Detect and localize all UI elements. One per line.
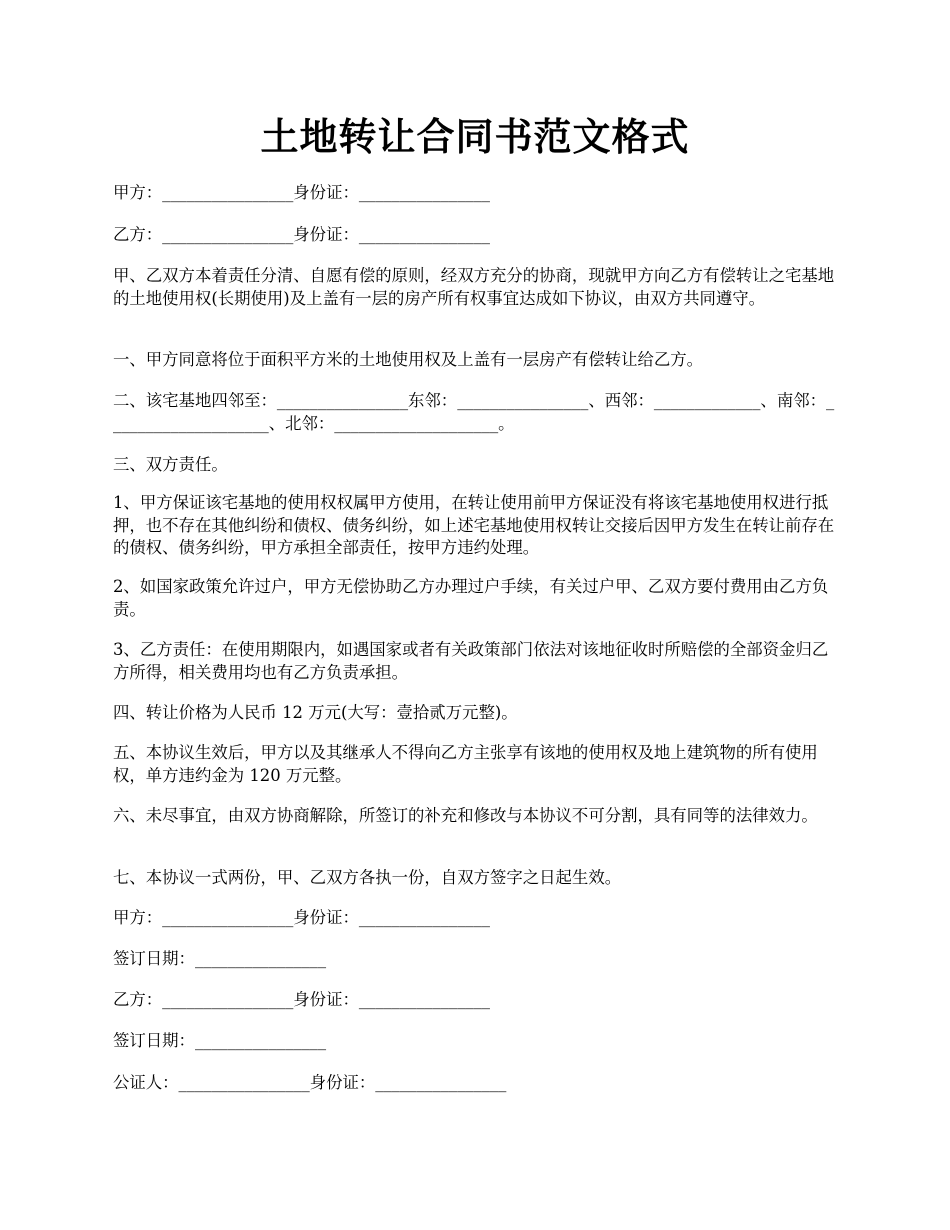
clause-3-heading: 三、双方责任。 xyxy=(113,455,228,474)
party-b-line: 乙方：________________身份证：________________ xyxy=(113,225,490,244)
clause-3-2: 2、如国家政策允许过户，甲方无偿协助乙方办理过户手续，有关过户甲、乙双方要付费用由乙方负责。 xyxy=(113,577,829,619)
signature-party-b: 乙方：________________身份证：________________ xyxy=(113,990,490,1009)
signature-party-a: 甲方：________________身份证：________________ xyxy=(113,908,490,927)
document-title: 土地转让合同书范文格式 xyxy=(260,114,690,159)
clause-7: 七、本协议一式两份，甲、乙双方各执一份，自双方签字之日起生效。 xyxy=(113,868,622,887)
party-a-line: 甲方：________________身份证：________________ xyxy=(113,183,490,202)
signature-date-b: 签订日期：________________ xyxy=(113,1031,327,1050)
clause-1: 一、甲方同意将位于面积平方米的土地使用权及上盖有一层房产有偿转让给乙方。 xyxy=(113,350,704,369)
clause-2-neighbors: 二、该宅基地四邻至：________________东邻：________________、西邻：_____________、南邻：____________________、北邻：____________________。 xyxy=(113,391,835,433)
signature-date-a: 签订日期：________________ xyxy=(113,949,327,968)
clause-4-price: 四、转让价格为人民币 12 万元(大写：壹拾贰万元整)。 xyxy=(113,703,518,722)
intro-paragraph: 甲、乙双方本着责任分清、自愿有偿的原则，经双方充分的协商，现就甲方向乙方有偿转让之宅基地的土地使用权(长期使用)及上盖有一层的房产所有权事宜达成如下协议，由双方共同遵守。 xyxy=(113,266,835,308)
clause-6: 六、未尽事宜，由双方协商解除，所签订的补充和修改与本协议不可分割，具有同等的法律效力。 xyxy=(113,806,818,825)
clause-5: 五、本协议生效后，甲方以及其继承人不得向乙方主张享有该地的使用权及地上建筑物的所有使用权，单方违约金为 120 万元整。 xyxy=(113,743,818,785)
clause-3-3: 3、乙方责任：在使用期限内，如遇国家或者有关政策部门依法对该地征收时所赔偿的全部资金归乙方所得，相关费用均也有乙方负责承担。 xyxy=(113,640,829,682)
clause-3-1: 1、甲方保证该宅基地的使用权权属甲方使用，在转让使用前甲方保证没有将该宅基地使用权进行抵押，也不存在其他纠纷和债权、债务纠纷，如上述宅基地使用权转让交接后因甲方发生在转让前存在的债权、债务纠纷，甲方承担全部责任，按甲方违约处理。 xyxy=(113,493,835,557)
signature-notary: 公证人：________________身份证：________________ xyxy=(113,1073,507,1092)
